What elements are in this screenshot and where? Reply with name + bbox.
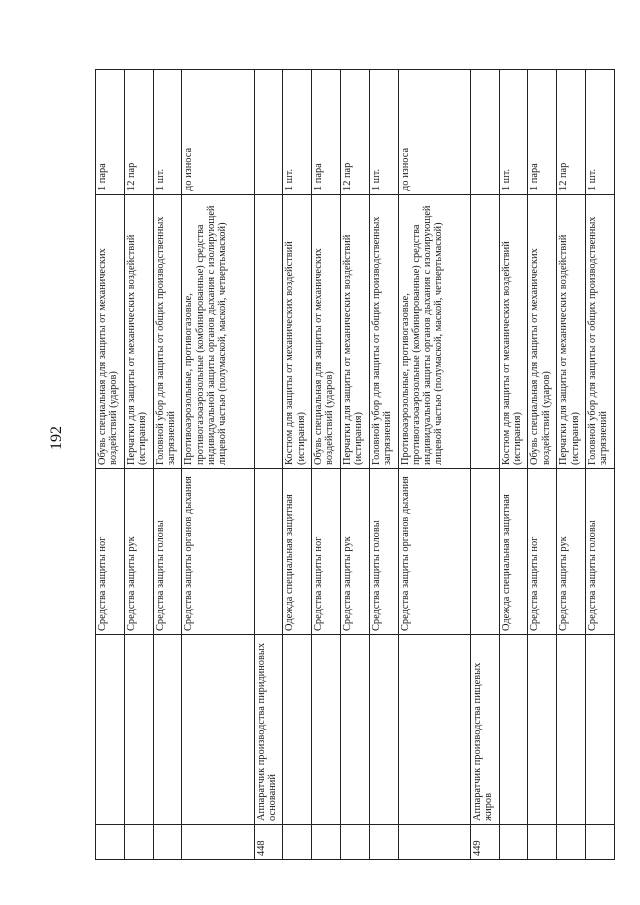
table-row: [254, 70, 283, 860]
table-row: [124, 70, 153, 860]
cell-ppe-type: Средства защиты головы: [369, 469, 398, 635]
cell-ppe-description: Костюм для защиты от механических воздействий (истирания): [283, 195, 312, 469]
cell-issue-norm: до износа: [398, 70, 470, 195]
cell-issue-norm: 1 шт.: [369, 70, 398, 195]
cell-issue-norm: 12 пар: [124, 70, 153, 195]
cell-ppe-type: Средства защиты органов дыхания: [398, 469, 470, 635]
cell-number: [586, 825, 615, 860]
cell-issue-norm: 1 шт.: [283, 70, 312, 195]
cell-number: [312, 825, 341, 860]
table-row: [96, 70, 125, 860]
table-row: [398, 70, 470, 860]
table-row: [153, 70, 182, 860]
cell-profession: [499, 635, 528, 825]
cell-ppe-description: Костюм для защиты от механических воздействий (истирания): [499, 195, 528, 469]
cell-ppe-description: Противоаэрозольные, противогазовые, противогазоаэрозольные (комбинированные) средства индивидуальной защиты органов дыхания с изолирующей лицевой частью (полумаской, маской, четвертьмаской): [398, 195, 470, 469]
table-row: [557, 70, 586, 860]
cell-ppe-type: [470, 469, 499, 635]
table-row: [182, 70, 254, 860]
cell-profession: [312, 635, 341, 825]
cell-profession: [182, 635, 254, 825]
page-number: 192: [48, 426, 65, 450]
cell-number: [398, 825, 470, 860]
ppe-norms-table: [95, 69, 615, 860]
cell-issue-norm: 1 пара: [312, 70, 341, 195]
cell-profession: [586, 635, 615, 825]
cell-ppe-type: Средства защиты рук: [557, 469, 586, 635]
table-row: [312, 70, 341, 860]
table-row: [499, 70, 528, 860]
cell-number: [499, 825, 528, 860]
table-row: [283, 70, 312, 860]
cell-number: [153, 825, 182, 860]
cell-ppe-description: Головной убор для защиты от общих производственных загрязнений: [369, 195, 398, 469]
cell-ppe-type: Средства защиты ног: [312, 469, 341, 635]
cell-issue-norm: 12 пар: [341, 70, 370, 195]
cell-ppe-type: Одежда специальная защитная: [283, 469, 312, 635]
cell-profession: [528, 635, 557, 825]
cell-ppe-description: Перчатки для защиты от механических воздействий (истирания): [341, 195, 370, 469]
rotated-table-container: [95, 70, 615, 860]
cell-issue-norm: до износа: [182, 70, 254, 195]
table-row: [470, 70, 499, 860]
cell-ppe-description: Обувь специальная для защиты от механических воздействий (ударов): [96, 195, 125, 469]
cell-issue-norm: 1 шт.: [499, 70, 528, 195]
cell-number: [557, 825, 586, 860]
cell-ppe-type: Средства защиты рук: [341, 469, 370, 635]
cell-profession: [369, 635, 398, 825]
cell-profession: Аппаратчик производства пиридиновых оснований: [254, 635, 283, 825]
cell-profession: [96, 635, 125, 825]
cell-number: [369, 825, 398, 860]
cell-ppe-description: Перчатки для защиты от механических воздействий (истирания): [124, 195, 153, 469]
cell-number: [341, 825, 370, 860]
cell-issue-norm: 1 шт.: [153, 70, 182, 195]
cell-issue-norm: 12 пар: [557, 70, 586, 195]
cell-number: [182, 825, 254, 860]
cell-ppe-description: [470, 195, 499, 469]
cell-ppe-description: Противоаэрозольные, противогазовые, противогазоаэрозольные (комбинированные) средства индивидуальной защиты органов дыхания с изолирующей лицевой частью (полумаской, маской, четвертьмаской): [182, 195, 254, 469]
cell-issue-norm: 1 пара: [528, 70, 557, 195]
cell-issue-norm: [254, 70, 283, 195]
cell-profession: [557, 635, 586, 825]
cell-number: 448: [254, 825, 283, 860]
table-row: [369, 70, 398, 860]
cell-profession: Аппаратчик производства пищевых жиров: [470, 635, 499, 825]
cell-ppe-type: Средства защиты органов дыхания: [182, 469, 254, 635]
cell-profession: [341, 635, 370, 825]
cell-number: 449: [470, 825, 499, 860]
cell-number: [124, 825, 153, 860]
cell-profession: [124, 635, 153, 825]
cell-issue-norm: 1 шт.: [586, 70, 615, 195]
cell-number: [96, 825, 125, 860]
table-row: [586, 70, 615, 860]
cell-ppe-description: Перчатки для защиты от механических воздействий (истирания): [557, 195, 586, 469]
table-body: [96, 70, 615, 860]
cell-issue-norm: 1 пара: [96, 70, 125, 195]
cell-ppe-type: Средства защиты ног: [528, 469, 557, 635]
cell-ppe-type: Средства защиты головы: [586, 469, 615, 635]
cell-number: [528, 825, 557, 860]
cell-profession: [283, 635, 312, 825]
cell-ppe-description: Обувь специальная для защиты от механических воздействий (ударов): [312, 195, 341, 469]
cell-ppe-description: Головной убор для защиты от общих производственных загрязнений: [153, 195, 182, 469]
cell-ppe-description: [254, 195, 283, 469]
cell-ppe-type: Одежда специальная защитная: [499, 469, 528, 635]
cell-ppe-type: Средства защиты рук: [124, 469, 153, 635]
cell-profession: [398, 635, 470, 825]
cell-number: [283, 825, 312, 860]
cell-profession: [153, 635, 182, 825]
table-row: [528, 70, 557, 860]
cell-ppe-description: Головной убор для защиты от общих производственных загрязнений: [586, 195, 615, 469]
cell-ppe-type: Средства защиты головы: [153, 469, 182, 635]
cell-ppe-description: Обувь специальная для защиты от механических воздействий (ударов): [528, 195, 557, 469]
cell-issue-norm: [470, 70, 499, 195]
table-row: [341, 70, 370, 860]
cell-ppe-type: Средства защиты ног: [96, 469, 125, 635]
cell-ppe-type: [254, 469, 283, 635]
